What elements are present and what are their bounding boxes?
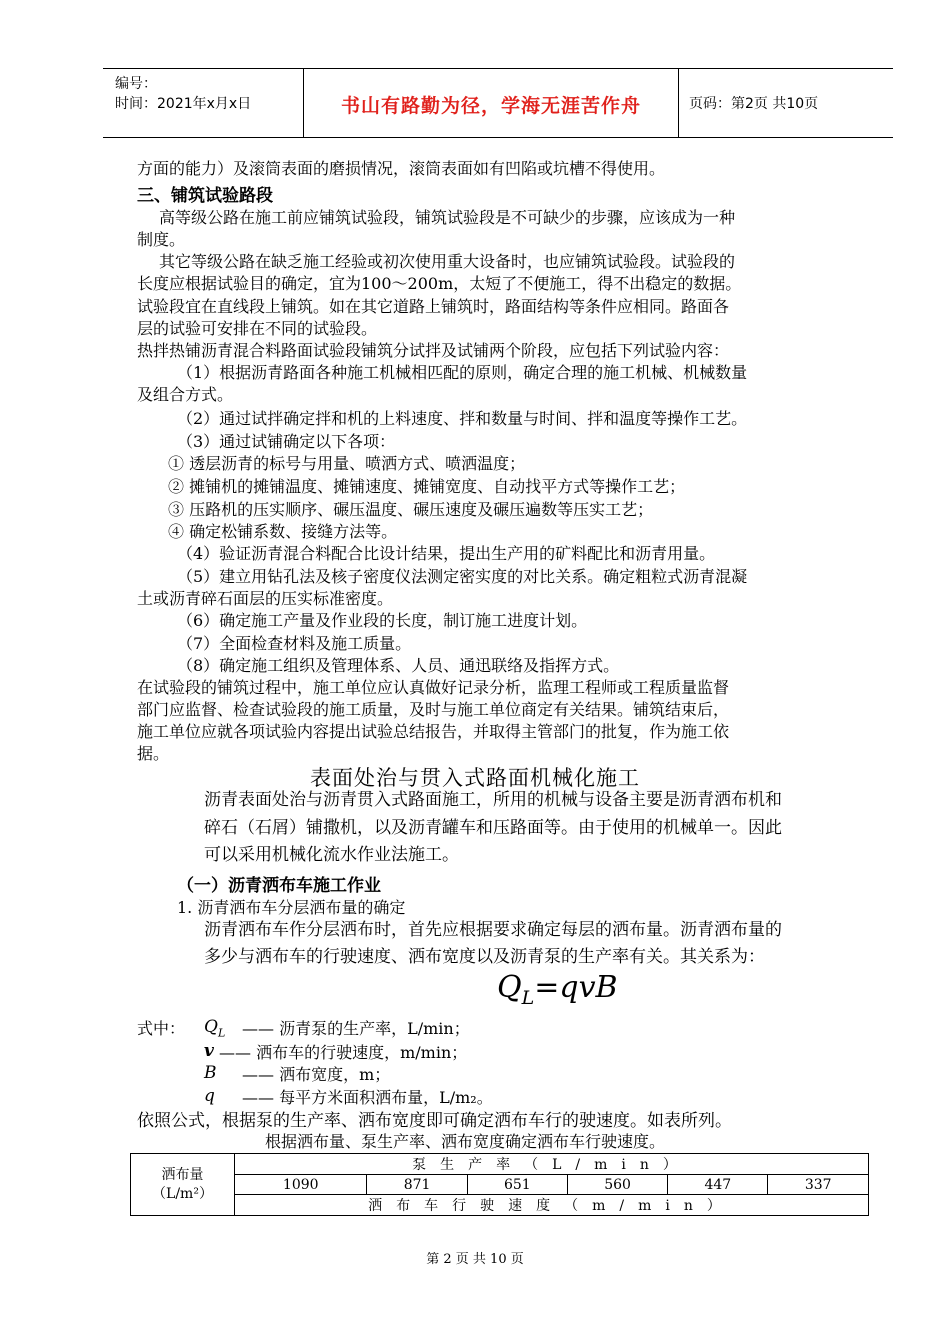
text-line: （3）通过试铺确定以下各项： [177, 432, 396, 451]
formula-subscript: L [521, 987, 535, 1009]
text-line: 施工单位应就各项试验内容提出试验总结报告，并取得主管部门的批复，作为施工依 [137, 722, 730, 741]
text-line: ② 摊铺机的摊铺温度、摊铺速度、摊铺宽度、自动找平方式等操作工艺； [168, 477, 686, 496]
text-line: 长度应根据试验目的确定，宜为100～200m，太短了不便施工，得不出稳定的数据。 [137, 274, 742, 293]
text-line: 依照公式，根据泵的生产率、洒布宽度即可确定洒布车行的驶速度。如表所列。 [137, 1111, 732, 1131]
text-line: 部门应监督、检查试验段的施工质量，及时与施工单位商定有关结果。铺筑结束后， [137, 700, 730, 719]
motto-text: 书山有路勤为径，学海无涯苦作舟 [340, 95, 641, 117]
row-header-cell: 洒布量 （L/m²） [131, 1154, 235, 1216]
time-label: 时间：2021年x月x日 [115, 96, 252, 112]
text-line: 热拌热铺沥青混合料路面试验段铺筑分试拌及试铺两个阶段，应包括下列试验内容： [137, 341, 730, 360]
table-cell: 337 [768, 1175, 869, 1195]
text-line: 多少与洒布车的行驶速度、洒布宽度以及沥青泵的生产率有关。其关系为： [204, 947, 765, 967]
text-line: （2）通过试拌确定拌和机的上料速度、拌和数量与时间、拌和温度等操作工艺。 [177, 409, 748, 428]
section-heading: 三、铺筑试验路段 [137, 186, 273, 206]
table-cell: 1090 [235, 1175, 367, 1195]
text-line: 其它等级公路在缺乏施工经验或初次使用重大设备时，也应铺筑试验段。试验段的 [159, 252, 736, 271]
definitions-intro: 式中： [137, 1019, 186, 1038]
table-cell: 560 [567, 1175, 667, 1195]
page-footer: 第 2 页 共 10 页 [426, 1252, 524, 1267]
text-line: 可以采用机械化流水作业法施工。 [204, 845, 459, 865]
symbol-v: v [204, 1041, 214, 1061]
header-page-cell [679, 69, 893, 137]
text-line: ① 透层沥青的标号与用量、喷洒方式、喷洒温度； [168, 454, 526, 473]
text-line: 方面的能力）及滚筒表面的磨损情况，滚筒表面如有凹陷或坑槽不得使用。 [137, 159, 666, 178]
table-cell: 447 [668, 1175, 768, 1195]
code-label: 编号： [115, 76, 157, 92]
text-line: 碎石（石屑）铺撒机，以及沥青罐车和压路面等。由于使用的机械单一。因此 [204, 818, 782, 838]
text-line: 1. 沥青洒布车分层洒布量的确定 [177, 898, 406, 917]
header-motto-cell [304, 69, 679, 137]
definition-text: —— 每平方米面积洒布量，L/m₂。 [242, 1088, 493, 1107]
symbol-q: q [204, 1086, 215, 1106]
text-line: 高等级公路在施工前应铺筑试验段，铺筑试验段是不可缺少的步骤，应该成为一种 [159, 208, 736, 227]
text-line: 在试验段的铺筑过程中，施工单位应认真做好记录分析，监理工程师或工程质量监督 [137, 678, 730, 697]
formula [497, 970, 618, 1009]
text-line: ③ 压路机的压实顺序、碾压温度、碾压速度及碾压遍数等压实工艺； [168, 500, 654, 519]
page-number-label: 页码：第2页 共10页 [689, 96, 819, 112]
pump-rate-header: 泵生产率（L/min） [235, 1154, 869, 1175]
text-line: 土或沥青碎石面层的压实标准密度。 [137, 589, 394, 608]
formula-rest: =qvB [534, 970, 618, 1005]
text-line: 试验段宜在直线段上铺筑。如在其它道路上铺筑时，路面结构等条件应相同。路面各 [137, 297, 730, 316]
text-line: （7）全面检查材料及施工质量。 [177, 634, 412, 653]
table-cell: 651 [467, 1175, 567, 1195]
text-line: （8）确定施工组织及管理体系、人员、通迅联络及指挥方式。 [177, 656, 620, 675]
text-line: ④ 确定松铺系数、接缝方法等。 [168, 522, 398, 541]
text-line: 制度。 [137, 230, 186, 249]
header-left-cell [103, 69, 304, 137]
formula-q: Q [497, 970, 522, 1005]
page-header [103, 68, 893, 138]
table-cell: 871 [367, 1175, 467, 1195]
text-line: （1）根据沥青路面各种施工机械相匹配的原则，确定合理的施工机械、机械数量 [177, 363, 748, 382]
text-line: 沥青表面处治与沥青贯入式路面施工，所用的机械与设备主要是沥青洒布机和 [204, 790, 782, 810]
text-line: 及组合方式。 [137, 385, 234, 404]
table-caption: 根据洒布量、泵生产率、洒布宽度确定洒布车行驶速度。 [265, 1132, 666, 1151]
symbol-q-l: $Q_L$ [204, 1017, 226, 1040]
chapter-title: 表面处治与贯入式路面机械化施工 [310, 766, 640, 790]
definition-text: —— 洒布车的行驶速度，m/min； [219, 1043, 468, 1062]
text-line: （4）验证沥青混合料配合比设计结果，提出生产用的矿料配比和沥青用量。 [177, 544, 716, 563]
text-line: （6）确定施工产量及作业段的长度，制订施工进度计划。 [177, 611, 588, 630]
definition-text: —— 洒布宽度，m； [242, 1065, 391, 1084]
speed-header: 洒布车行驶速度（m/min） [235, 1195, 869, 1216]
symbol-b: B [204, 1063, 217, 1083]
text-line: 据。 [137, 744, 170, 763]
speed-table [130, 1153, 869, 1216]
text-line: （5）建立用钻孔法及核子密度仪法测定密实度的对比关系。确定粗粒式沥青混凝 [177, 567, 748, 586]
text-line: 沥青洒布车作分层洒布时，首先应根据要求确定每层的洒布量。沥青洒布量的 [204, 920, 782, 940]
definition-text: —— 沥青泵的生产率，L/min； [242, 1019, 470, 1038]
text-line: 层的试验可安排在不同的试验段。 [137, 319, 378, 338]
subsection-heading: （一）沥青洒布车施工作业 [177, 876, 381, 896]
